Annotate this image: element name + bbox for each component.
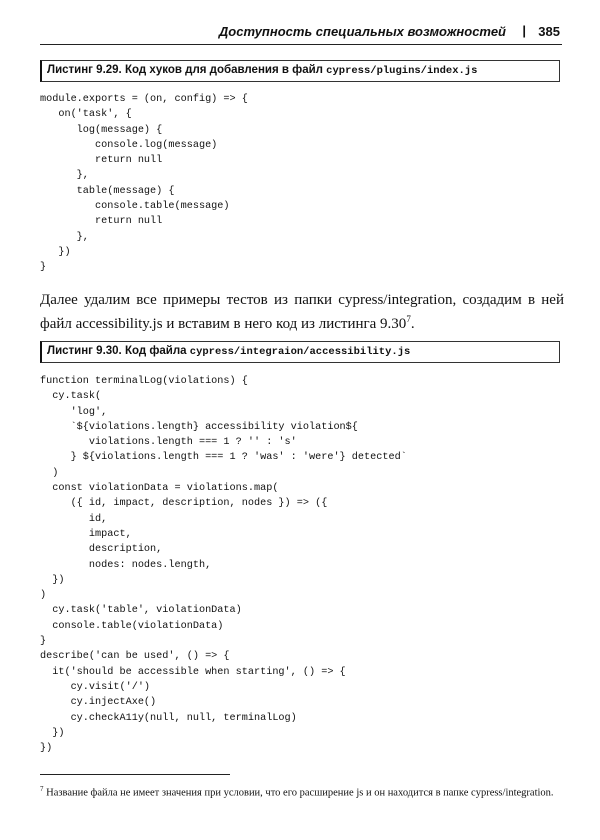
listing-9-29-caption (47, 64, 477, 77)
body-paragraph-text: Далее удалим все примеры тестов из папки cypress/integration, создадим в ней файл accessibility.js и вставим в него код из листинга 9.30 (40, 292, 564, 332)
listing-9-29-caption-text: Листинг 9.29. Код хуков для добавления в файл (47, 64, 327, 76)
listing-9-30-code: function terminalLog(violations) { cy.task( 'log', `${violations.length} accessibility violation${ violations.length === 1 ? '' : 's' } ${violations.length === 1 ? 'was' : 'were'} detected` ) const violationData = violations.map( ({ id, impact, description, nodes }) => ({ id, impact, description, nodes: nodes.length, }) ) cy.task('table', violationData) console.table(violationData) } describe('can be used', () => { it('should be accessible when starting', () => { cy.visit('/') cy.injectAxe() cy.checkA11y(null, null, terminalLog) }) }) (40, 376, 407, 755)
listing-9-29-code: module.exports = (on, config) => { on('task', { log(message) { console.log(message) return null }, table(message) { console.table(message) return null }, }) } (40, 94, 248, 274)
body-paragraph-end: . (410, 315, 415, 332)
footnote (40, 783, 565, 800)
listing-9-29-caption-box (40, 60, 560, 82)
running-header-title: Доступность специальных возможностей (218, 24, 506, 39)
footnote-marker: 7 (40, 785, 44, 793)
listing-9-30-caption-text: Листинг 9.30. Код файла (47, 345, 190, 357)
running-header (40, 22, 562, 45)
listing-9-30-caption (47, 345, 410, 358)
body-paragraph (40, 291, 564, 333)
listing-9-30-caption-box (40, 341, 560, 363)
running-header-separator: | (522, 23, 526, 38)
listing-9-29-filename: cypress/plugins/index.js (326, 65, 478, 77)
footnote-reference: 7 (406, 313, 411, 324)
listing-9-30-filename: cypress/integraion/accessibility.js (189, 346, 411, 358)
footnote-text: Название файла не имеет значения при условии, что его расширение js и он находится в папке cypress/integration. (43, 787, 554, 799)
footnote-divider (40, 774, 230, 775)
page-number: 385 (538, 24, 560, 39)
